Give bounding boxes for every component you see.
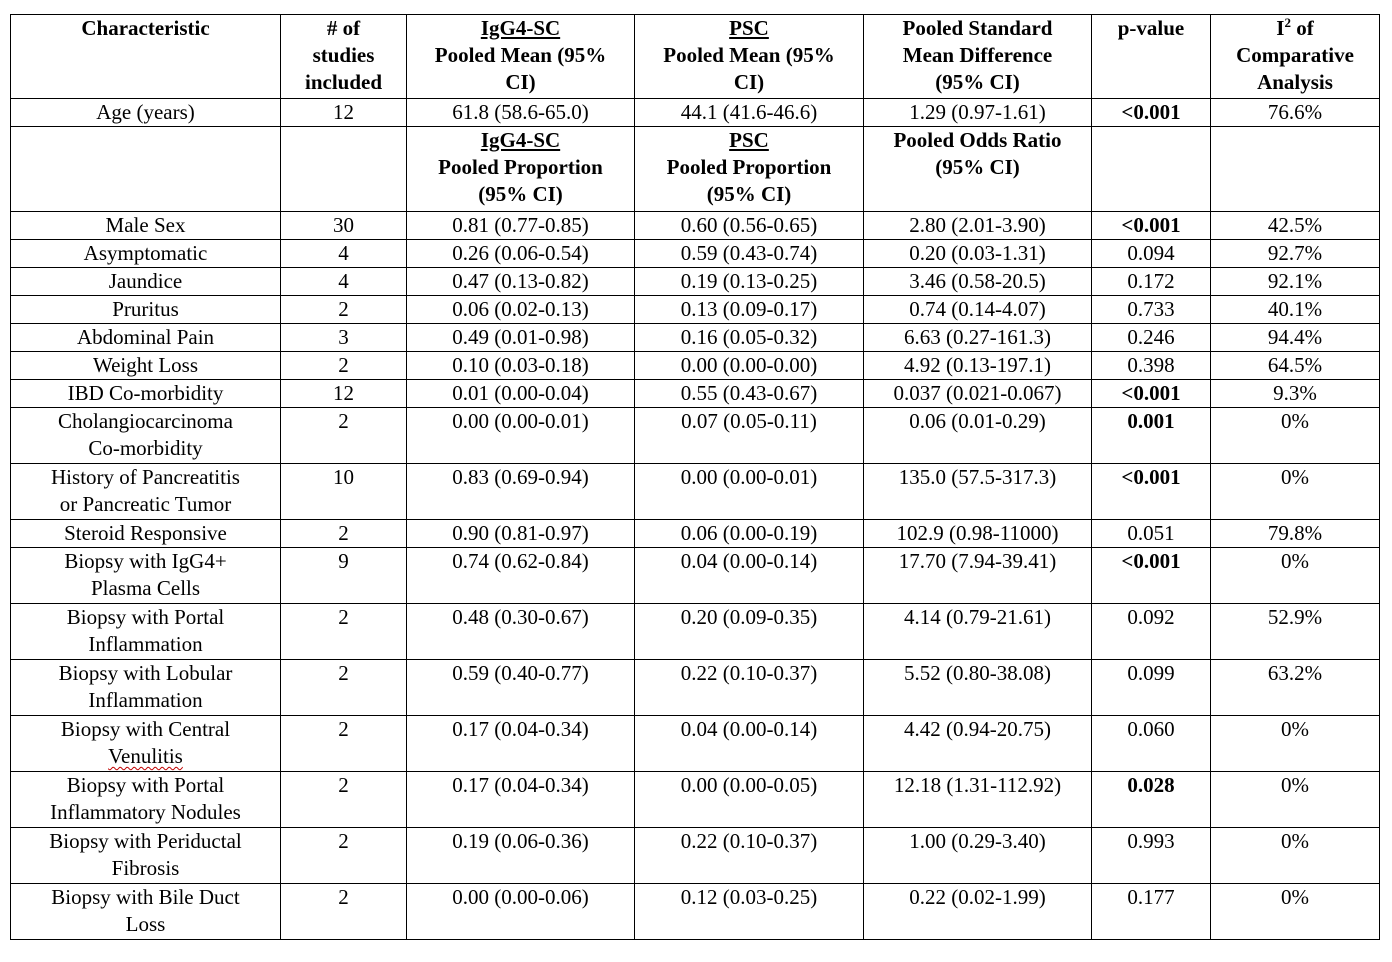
header-smd-line: (95% CI)	[935, 70, 1020, 94]
cell-pvalue: 0.177	[1092, 884, 1211, 940]
cell-effect: 0.20 (0.03-1.31)	[864, 240, 1092, 268]
header-characteristic: Characteristic	[11, 15, 281, 99]
cell-psc: 0.60 (0.56-0.65)	[635, 212, 864, 240]
cell-characteristic	[11, 716, 281, 772]
cell-igg4: 0.00 (0.00-0.06)	[407, 884, 635, 940]
cell-igg4: 0.01 (0.00-0.04)	[407, 380, 635, 408]
cell-studies: 2	[281, 884, 407, 940]
subheader-row	[11, 127, 1380, 212]
header-psc-line: CI)	[733, 70, 765, 94]
characteristic-line: Inflammation	[88, 688, 203, 712]
characteristic-line: Loss	[125, 912, 166, 936]
header-i2-base: I	[1276, 16, 1285, 40]
subheader-igg4-line: (95% CI)	[478, 182, 563, 206]
cell-psc: 0.00 (0.00-0.05)	[635, 772, 864, 828]
cell-studies: 2	[281, 352, 407, 380]
cell-igg4: 0.81 (0.77-0.85)	[407, 212, 635, 240]
cell-psc: 0.12 (0.03-0.25)	[635, 884, 864, 940]
cell-effect: 5.52 (0.80-38.08)	[864, 660, 1092, 716]
cell-psc: 0.07 (0.05-0.11)	[635, 408, 864, 464]
header-i2-line: Analysis	[1257, 70, 1333, 94]
characteristic-line: Biopsy with Periductal	[49, 829, 242, 853]
cell-pvalue: <0.001	[1092, 380, 1211, 408]
cell-psc: 0.00 (0.00-0.01)	[635, 464, 864, 520]
cell-effect: 135.0 (57.5-317.3)	[864, 464, 1092, 520]
cell-psc: 0.04 (0.00-0.14)	[635, 716, 864, 772]
cell-characteristic	[11, 352, 281, 380]
age-row	[11, 99, 1380, 127]
cell-studies: 12	[281, 99, 407, 127]
table-row	[11, 240, 1380, 268]
cell-effect: 6.63 (0.27-161.3)	[864, 324, 1092, 352]
cell-studies: 2	[281, 716, 407, 772]
header-studies-line: studies	[312, 43, 375, 67]
table-row	[11, 352, 1380, 380]
cell-psc: 0.19 (0.13-0.25)	[635, 268, 864, 296]
subheader-empty	[1092, 127, 1211, 212]
characteristic-line: Pruritus	[112, 297, 179, 321]
cell-pvalue: 0.001	[1092, 408, 1211, 464]
cell-psc: 0.22 (0.10-0.37)	[635, 828, 864, 884]
cell-characteristic	[11, 604, 281, 660]
cell-characteristic: Age (years)	[11, 99, 281, 127]
table-row	[11, 884, 1380, 940]
header-pvalue: p-value	[1092, 15, 1211, 99]
cell-pvalue: 0.028	[1092, 772, 1211, 828]
characteristic-line: Biopsy with Lobular	[58, 661, 233, 685]
cell-studies: 30	[281, 212, 407, 240]
cell-studies: 2	[281, 772, 407, 828]
cell-igg4: 0.48 (0.30-0.67)	[407, 604, 635, 660]
comparison-table	[10, 14, 1380, 940]
cell-studies: 3	[281, 324, 407, 352]
cell-effect: 4.92 (0.13-197.1)	[864, 352, 1092, 380]
cell-pvalue: 0.993	[1092, 828, 1211, 884]
table-row	[11, 408, 1380, 464]
cell-pvalue: 0.246	[1092, 324, 1211, 352]
cell-effect: 102.9 (0.98-11000)	[864, 520, 1092, 548]
header-i2-rest: of	[1290, 16, 1314, 40]
cell-igg4: 0.10 (0.03-0.18)	[407, 352, 635, 380]
cell-effect: 4.42 (0.94-20.75)	[864, 716, 1092, 772]
header-i2	[1211, 15, 1380, 99]
cell-pvalue: 0.060	[1092, 716, 1211, 772]
table-row	[11, 716, 1380, 772]
table-row	[11, 380, 1380, 408]
subheader-igg4-line: Pooled Proportion	[438, 155, 603, 179]
characteristic-line: Biopsy with Portal	[66, 773, 225, 797]
subheader-psc	[635, 127, 864, 212]
subheader-psc-line: Pooled Proportion	[666, 155, 832, 179]
cell-studies: 2	[281, 604, 407, 660]
table-row	[11, 660, 1380, 716]
cell-i2: 76.6%	[1211, 99, 1380, 127]
table-row	[11, 268, 1380, 296]
header-row	[11, 15, 1380, 99]
characteristic-line: Cholangiocarcinoma	[58, 409, 233, 433]
cell-pvalue: 0.094	[1092, 240, 1211, 268]
cell-pvalue: <0.001	[1092, 464, 1211, 520]
cell-studies: 2	[281, 660, 407, 716]
cell-i2: 42.5%	[1211, 212, 1380, 240]
header-igg4-mean	[407, 15, 635, 99]
header-i2-line1	[1214, 15, 1376, 42]
cell-studies: 4	[281, 240, 407, 268]
subheader-igg4	[407, 127, 635, 212]
cell-pvalue: 0.398	[1092, 352, 1211, 380]
cell-pvalue: 0.092	[1092, 604, 1211, 660]
cell-psc: 0.00 (0.00-0.00)	[635, 352, 864, 380]
table-row	[11, 520, 1380, 548]
cell-igg4: 0.19 (0.06-0.36)	[407, 828, 635, 884]
characteristic-line: Biopsy with Bile Duct	[51, 885, 240, 909]
cell-effect: 0.22 (0.02-1.99)	[864, 884, 1092, 940]
cell-studies: 2	[281, 828, 407, 884]
cell-effect: 12.18 (1.31-112.92)	[864, 772, 1092, 828]
cell-characteristic	[11, 240, 281, 268]
table-row	[11, 604, 1380, 660]
characteristic-line: Inflammation	[88, 632, 203, 656]
header-studies	[281, 15, 407, 99]
characteristic-line: Biopsy with Central	[60, 717, 231, 741]
cell-pvalue: 0.051	[1092, 520, 1211, 548]
cell-characteristic	[11, 828, 281, 884]
cell-effect: 0.037 (0.021-0.067)	[864, 380, 1092, 408]
cell-igg4: 0.17 (0.04-0.34)	[407, 716, 635, 772]
cell-characteristic	[11, 520, 281, 548]
characteristic-line: IBD Co-morbidity	[67, 381, 224, 405]
cell-psc: 0.20 (0.09-0.35)	[635, 604, 864, 660]
cell-psc: 0.55 (0.43-0.67)	[635, 380, 864, 408]
header-smd	[864, 15, 1092, 99]
cell-effect: 17.70 (7.94-39.41)	[864, 548, 1092, 604]
header-smd-line: Pooled Standard	[902, 16, 1053, 40]
subheader-psc-line: (95% CI)	[706, 182, 792, 206]
cell-characteristic	[11, 268, 281, 296]
subheader-or-line: Pooled Odds Ratio	[893, 128, 1062, 152]
cell-studies: 2	[281, 408, 407, 464]
characteristic-line: Biopsy with IgG4+	[64, 549, 227, 573]
cell-effect: 0.06 (0.01-0.29)	[864, 408, 1092, 464]
subheader-igg4-title: IgG4-SC	[480, 128, 561, 152]
characteristic-line: Weight Loss	[92, 353, 199, 377]
header-psc-mean	[635, 15, 864, 99]
cell-psc: 0.16 (0.05-0.32)	[635, 324, 864, 352]
cell-psc: 0.04 (0.00-0.14)	[635, 548, 864, 604]
header-studies-line: # of	[326, 16, 361, 40]
subheader-empty	[1211, 127, 1380, 212]
cell-psc: 0.13 (0.09-0.17)	[635, 296, 864, 324]
cell-i2: 40.1%	[1211, 296, 1380, 324]
cell-i2: 0%	[1211, 548, 1380, 604]
cell-i2: 52.9%	[1211, 604, 1380, 660]
characteristic-line: Fibrosis	[111, 856, 180, 880]
characteristic-line: Venulitis	[108, 744, 183, 768]
characteristic-line: Asymptomatic	[83, 241, 208, 265]
cell-effect: 2.80 (2.01-3.90)	[864, 212, 1092, 240]
cell-i2: 9.3%	[1211, 380, 1380, 408]
characteristic-line: Inflammatory Nodules	[50, 800, 241, 824]
cell-igg4: 0.83 (0.69-0.94)	[407, 464, 635, 520]
cell-studies: 10	[281, 464, 407, 520]
table-row	[11, 772, 1380, 828]
header-i2-sup: 2	[1284, 15, 1291, 30]
cell-i2: 64.5%	[1211, 352, 1380, 380]
subheader-or-line: (95% CI)	[935, 155, 1020, 179]
subheader-empty	[281, 127, 407, 212]
header-igg4-title: IgG4-SC	[480, 16, 561, 40]
cell-pvalue: 0.733	[1092, 296, 1211, 324]
cell-pvalue: <0.001	[1092, 99, 1211, 127]
cell-i2: 0%	[1211, 884, 1380, 940]
characteristic-line: Steroid Responsive	[64, 521, 227, 545]
cell-characteristic	[11, 660, 281, 716]
header-igg4-line: CI)	[505, 70, 536, 94]
characteristic-line: or Pancreatic Tumor	[59, 492, 232, 516]
cell-characteristic	[11, 408, 281, 464]
cell-i2: 94.4%	[1211, 324, 1380, 352]
cell-psc: 44.1 (41.6-46.6)	[635, 99, 864, 127]
cell-studies: 2	[281, 296, 407, 324]
cell-effect: 1.00 (0.29-3.40)	[864, 828, 1092, 884]
cell-i2: 0%	[1211, 408, 1380, 464]
cell-effect: 0.74 (0.14-4.07)	[864, 296, 1092, 324]
cell-igg4: 0.06 (0.02-0.13)	[407, 296, 635, 324]
cell-effect: 4.14 (0.79-21.61)	[864, 604, 1092, 660]
subheader-psc-title: PSC	[729, 128, 769, 152]
cell-i2: 79.8%	[1211, 520, 1380, 548]
table-row	[11, 212, 1380, 240]
cell-characteristic	[11, 772, 281, 828]
table-row	[11, 464, 1380, 520]
table-row	[11, 548, 1380, 604]
cell-characteristic	[11, 324, 281, 352]
header-i2-line: Comparative	[1236, 43, 1354, 67]
table-row	[11, 324, 1380, 352]
cell-psc: 0.59 (0.43-0.74)	[635, 240, 864, 268]
cell-characteristic	[11, 884, 281, 940]
cell-igg4: 0.26 (0.06-0.54)	[407, 240, 635, 268]
characteristic-line: Jaundice	[108, 269, 183, 293]
cell-characteristic	[11, 380, 281, 408]
cell-i2: 92.1%	[1211, 268, 1380, 296]
cell-igg4: 0.90 (0.81-0.97)	[407, 520, 635, 548]
cell-characteristic	[11, 296, 281, 324]
cell-i2: 0%	[1211, 772, 1380, 828]
header-studies-line: included	[304, 70, 383, 94]
table-row	[11, 828, 1380, 884]
cell-igg4: 0.74 (0.62-0.84)	[407, 548, 635, 604]
subheader-empty	[11, 127, 281, 212]
characteristic-line: Male Sex	[105, 213, 186, 237]
cell-studies: 2	[281, 520, 407, 548]
cell-igg4: 0.47 (0.13-0.82)	[407, 268, 635, 296]
table-row	[11, 296, 1380, 324]
cell-pvalue: <0.001	[1092, 548, 1211, 604]
cell-characteristic	[11, 548, 281, 604]
cell-igg4: 0.59 (0.40-0.77)	[407, 660, 635, 716]
cell-pvalue: 0.172	[1092, 268, 1211, 296]
characteristic-line: Biopsy with Portal	[66, 605, 225, 629]
cell-pvalue: 0.099	[1092, 660, 1211, 716]
cell-characteristic	[11, 212, 281, 240]
header-psc-line: Pooled Mean (95%	[663, 43, 835, 67]
cell-i2: 0%	[1211, 828, 1380, 884]
cell-i2: 92.7%	[1211, 240, 1380, 268]
header-smd-line: Mean Difference	[902, 43, 1053, 67]
characteristic-line: History of Pancreatitis	[51, 465, 240, 489]
cell-studies: 12	[281, 380, 407, 408]
cell-i2: 63.2%	[1211, 660, 1380, 716]
subheader-or	[864, 127, 1092, 212]
cell-psc: 0.22 (0.10-0.37)	[635, 660, 864, 716]
cell-igg4: 61.8 (58.6-65.0)	[407, 99, 635, 127]
cell-effect: 3.46 (0.58-20.5)	[864, 268, 1092, 296]
cell-studies: 9	[281, 548, 407, 604]
characteristic-line: Abdominal Pain	[76, 325, 215, 349]
cell-igg4: 0.00 (0.00-0.01)	[407, 408, 635, 464]
header-igg4-line: Pooled Mean (95%	[434, 43, 607, 67]
cell-igg4: 0.17 (0.04-0.34)	[407, 772, 635, 828]
cell-characteristic	[11, 464, 281, 520]
characteristic-line: Co-morbidity	[88, 436, 203, 460]
cell-i2: 0%	[1211, 464, 1380, 520]
characteristic-line: Plasma Cells	[90, 576, 201, 600]
cell-psc: 0.06 (0.00-0.19)	[635, 520, 864, 548]
cell-igg4: 0.49 (0.01-0.98)	[407, 324, 635, 352]
cell-studies: 4	[281, 268, 407, 296]
header-psc-title: PSC	[729, 16, 769, 40]
cell-i2: 0%	[1211, 716, 1380, 772]
cell-effect: 1.29 (0.97-1.61)	[864, 99, 1092, 127]
cell-pvalue: <0.001	[1092, 212, 1211, 240]
